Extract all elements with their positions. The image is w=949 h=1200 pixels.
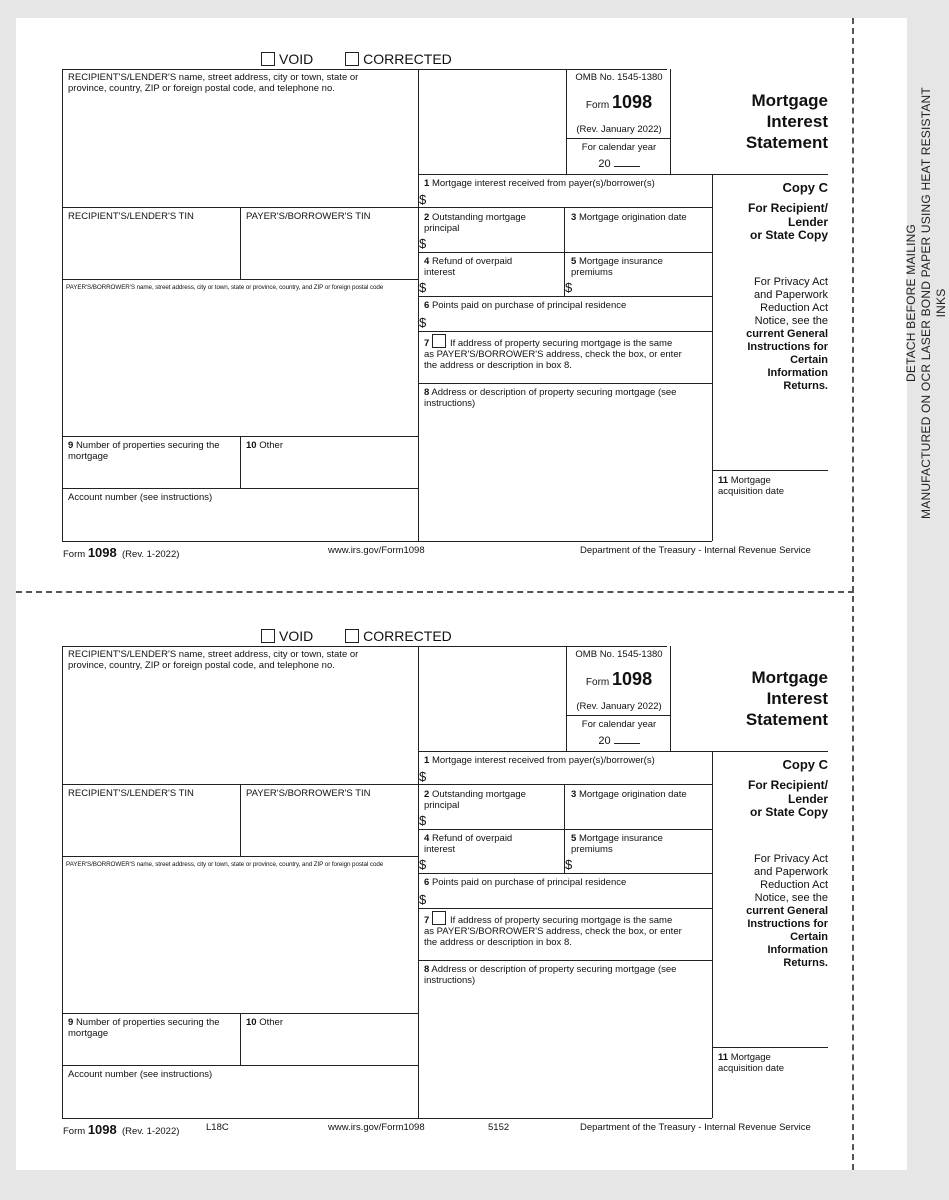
void-label: VOID: [279, 51, 314, 67]
footer-dept: Department of the Treasury - Internal Revenue Service: [580, 545, 811, 556]
box10-label: 10 Other: [246, 440, 283, 451]
footer-code-mid: 5152: [488, 1122, 510, 1133]
payer-name-label: PAYER'S/BORROWER'S name, street address, city or town, state or province, country, and ZIP or foreign postal code: [66, 284, 384, 291]
footer-form-id: Form 1098 (Rev. 1-2022): [63, 1122, 180, 1137]
footer-code-left: L18C: [206, 1122, 229, 1133]
footer-form-id: Form 1098 (Rev. 1-2022): [63, 545, 180, 560]
revision-date: (Rev. January 2022): [576, 124, 662, 135]
calendar-year-label: For calendar year: [581, 719, 657, 730]
box10-label: 10 Other: [246, 1017, 283, 1028]
copy-recipient-text: For Recipient/ Lender or State Copy: [747, 778, 828, 819]
box1-dollar[interactable]: $: [419, 769, 427, 784]
form-sheet: [16, 18, 948, 1170]
box7-checkbox[interactable]: [432, 911, 446, 925]
box7-checkbox[interactable]: [432, 334, 446, 348]
form-title: Mortgage Interest Statement: [745, 91, 828, 152]
box1-dollar[interactable]: $: [419, 192, 427, 207]
recipient-tin-label: RECIPIENT'S/LENDER'S TIN: [68, 788, 194, 799]
horizontal-perforation: [16, 591, 854, 593]
corrected-label: CORRECTED: [363, 628, 452, 644]
privacy-notice: For Privacy Act and Paperwork Reduction Act Notice, see the current General Instructions for Certain Information Returns.: [746, 276, 828, 392]
box8-label: 8 Address or description of property securing mortgage (see instructions): [424, 387, 677, 409]
form-1098-lower: [16, 595, 852, 1155]
box5-dollar[interactable]: $: [565, 857, 573, 872]
box11-label: 11 Mortgage acquisition date: [718, 1052, 785, 1074]
void-corrected-row: [261, 628, 480, 644]
box6-label: 6 Points paid on purchase of principal residence: [424, 877, 627, 888]
box4-label: 4 Refund of overpaid interest: [424, 833, 513, 855]
form-number: Form 1098: [585, 669, 653, 689]
copy-recipient-text: For Recipient/ Lender or State Copy: [747, 201, 828, 242]
manufactured-text: MANUFACTURED ON OCR LASER BOND PAPER USING HEAT RESISTANT INKS: [919, 87, 948, 519]
box11-label: 11 Mortgage acquisition date: [718, 475, 785, 497]
void-checkbox[interactable]: [261, 629, 275, 643]
corrected-checkbox[interactable]: [345, 629, 359, 643]
calendar-year-label: For calendar year: [581, 142, 657, 153]
box4-dollar[interactable]: $: [419, 280, 427, 295]
vertical-perforation: [852, 18, 854, 1170]
box4-dollar[interactable]: $: [419, 857, 427, 872]
privacy-notice: For Privacy Act and Paperwork Reduction Act Notice, see the current General Instructions for Certain Information Returns.: [746, 853, 828, 969]
corrected-checkbox[interactable]: [345, 52, 359, 66]
box9-label: 9 Number of properties securing the mortgage: [68, 1017, 220, 1039]
omb-number: OMB No. 1545-1380: [575, 72, 663, 83]
box4-label: 4 Refund of overpaid interest: [424, 256, 513, 278]
form-number: Form 1098: [585, 92, 653, 112]
footer-dept: Department of the Treasury - Internal Revenue Service: [580, 1122, 811, 1133]
omb-number: OMB No. 1545-1380: [575, 649, 663, 660]
revision-date: (Rev. January 2022): [576, 701, 662, 712]
box9-label: 9 Number of properties securing the mortgage: [68, 440, 220, 462]
payer-tin-label: PAYER'S/BORROWER'S TIN: [246, 211, 371, 222]
calendar-year-field[interactable]: 20: [567, 157, 671, 170]
box5-label: 5 Mortgage insurance premiums: [571, 256, 663, 278]
copy-c-label: Copy C: [782, 757, 828, 772]
footer-url: www.irs.gov/Form1098: [328, 1122, 425, 1133]
void-corrected-row: [261, 51, 480, 67]
box1-label: 1 Mortgage interest received from payer(s)/borrower(s): [424, 755, 655, 766]
account-number-label: Account number (see instructions): [68, 1069, 213, 1080]
box7-label: 7 If address of property securing mortgage is the same as PAYER'S/BORROWER'S address, check the box, or enter the address or description in box 8.: [424, 911, 682, 948]
void-checkbox[interactable]: [261, 52, 275, 66]
detach-text: DETACH BEFORE MAILING: [904, 224, 918, 382]
payer-tin-label: PAYER'S/BORROWER'S TIN: [246, 788, 371, 799]
box3-label: 3 Mortgage origination date: [571, 212, 687, 223]
payer-name-label: PAYER'S/BORROWER'S name, street address, city or town, state or province, country, and ZIP or foreign postal code: [66, 861, 384, 868]
void-label: VOID: [279, 628, 314, 644]
box6-dollar[interactable]: $: [419, 315, 427, 330]
calendar-year-field[interactable]: 20: [567, 734, 671, 747]
corrected-label: CORRECTED: [363, 51, 452, 67]
recipient-name-label: RECIPIENT'S/LENDER'S name, street address, city or town, state or province, country, ZIP or foreign postal code, and telephone no.: [68, 649, 359, 671]
form-title: Mortgage Interest Statement: [745, 668, 828, 729]
form-1098-upper: [16, 18, 852, 578]
box1-label: 1 Mortgage interest received from payer(s)/borrower(s): [424, 178, 655, 189]
recipient-tin-label: RECIPIENT'S/LENDER'S TIN: [68, 211, 194, 222]
account-number-label: Account number (see instructions): [68, 492, 213, 503]
footer-url: www.irs.gov/Form1098: [328, 545, 425, 556]
box8-label: 8 Address or description of property securing mortgage (see instructions): [424, 964, 677, 986]
copy-c-label: Copy C: [782, 180, 828, 195]
box5-dollar[interactable]: $: [565, 280, 573, 295]
recipient-name-label: RECIPIENT'S/LENDER'S name, street address, city or town, state or province, country, ZIP or foreign postal code, and telephone no.: [68, 72, 359, 94]
box2-label: 2 Outstanding mortgage principal: [424, 212, 526, 234]
box7-label: 7 If address of property securing mortgage is the same as PAYER'S/BORROWER'S address, check the box, or enter the address or description in box 8.: [424, 334, 682, 371]
box2-dollar[interactable]: $: [419, 813, 427, 828]
side-margin-text: [904, 82, 949, 524]
box6-label: 6 Points paid on purchase of principal residence: [424, 300, 627, 311]
box5-label: 5 Mortgage insurance premiums: [571, 833, 663, 855]
box2-label: 2 Outstanding mortgage principal: [424, 789, 526, 811]
box3-label: 3 Mortgage origination date: [571, 789, 687, 800]
box6-dollar[interactable]: $: [419, 892, 427, 907]
box2-dollar[interactable]: $: [419, 236, 427, 251]
